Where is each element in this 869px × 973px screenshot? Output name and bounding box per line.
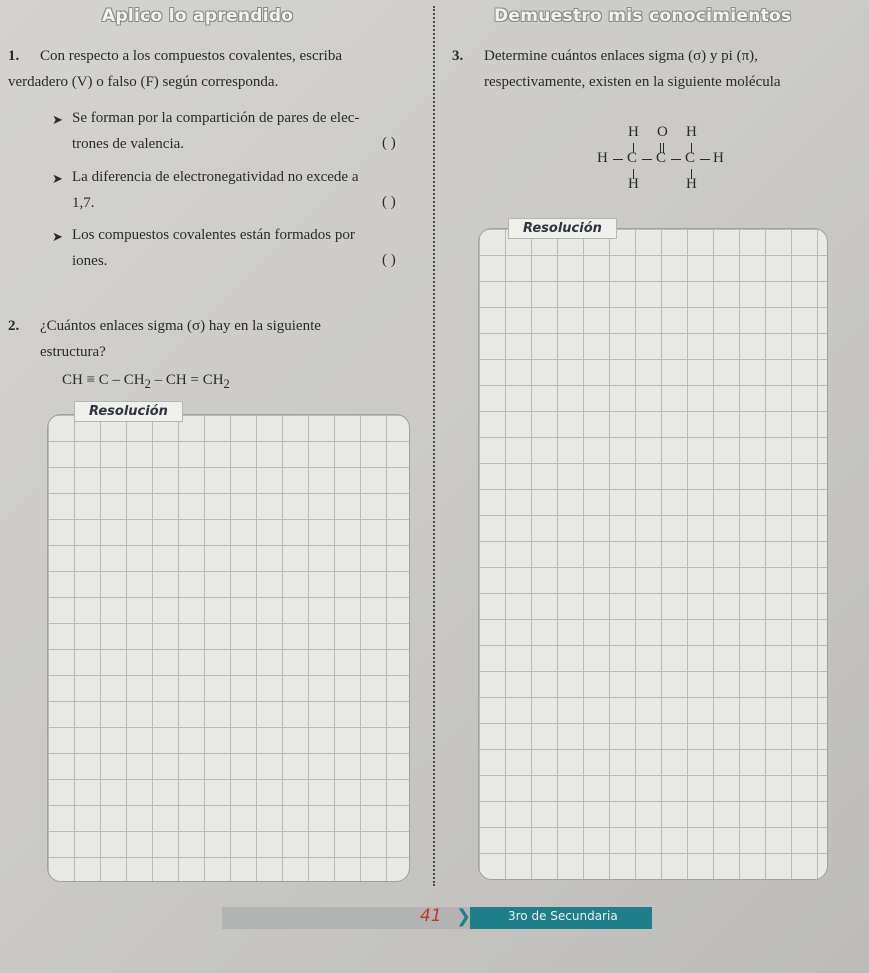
atom-o-top: O <box>657 124 668 140</box>
right-section-title: Demuestro mis conocimientos <box>494 6 792 26</box>
atom-h-top-right: H <box>686 124 697 140</box>
resolution-grid-right[interactable] <box>478 228 828 880</box>
bullet-arrow-icon: ➤ <box>52 171 63 186</box>
grade-label: 3ro de Secundaria <box>508 909 618 923</box>
atom-c-3: C <box>685 150 696 166</box>
bond-line <box>700 159 710 160</box>
q1-item3-answer[interactable]: ( ) <box>382 252 396 268</box>
resolution-label-left: Resolución <box>74 401 183 422</box>
bond-line <box>613 159 623 160</box>
question-3-line1: Determine cuántos enlaces sigma (σ) y pi (π), <box>484 48 758 64</box>
column-divider <box>433 6 435 886</box>
bond-line <box>671 159 681 160</box>
q2-structural-formula: CH ≡ C – $CH_2$ – CH = $CH_2$ <box>62 372 230 391</box>
q1-item2-answer[interactable]: ( ) <box>382 194 396 210</box>
resolution-grid-left[interactable] <box>47 414 410 882</box>
q1-item3-line2: iones. <box>72 253 108 269</box>
q1-item2-line1: La diferencia de electronegatividad no excede a <box>72 169 359 185</box>
resolution-label-right: Resolución <box>508 218 617 239</box>
left-section-title: Aplico lo aprendido <box>102 6 294 26</box>
question-2-line2: estructura? <box>40 344 106 360</box>
chevron-right-icon: ❯ <box>456 906 472 926</box>
atom-c-1: C <box>627 150 638 166</box>
atom-h-bottom-left: H <box>628 176 639 192</box>
q1-item3-line1: Los compuestos covalentes están formados por <box>72 227 355 243</box>
q1-item2-line2: 1,7. <box>72 195 95 211</box>
bond-line <box>642 159 652 160</box>
bullet-arrow-icon: ➤ <box>52 229 63 244</box>
q1-item1-line1: Se forman por la compartición de pares de elec- <box>72 110 360 126</box>
q1-item1-line2: trones de valencia. <box>72 136 185 152</box>
question-3-line2: respectivamente, existen en la siguiente molécula <box>484 74 781 90</box>
question-2-number: 2. <box>8 318 20 334</box>
atom-h-left: H <box>597 150 608 166</box>
question-3-number: 3. <box>452 48 464 64</box>
page-number: 41 <box>420 906 442 926</box>
atom-h-right: H <box>713 150 724 166</box>
atom-h-top-left: H <box>628 124 639 140</box>
atom-c-2: C <box>656 150 667 166</box>
question-1-line2: verdadero (V) o falso (F) según corresponda. <box>8 74 279 90</box>
atom-h-bottom-right: H <box>686 176 697 192</box>
q1-item1-answer[interactable]: ( ) <box>382 135 396 151</box>
bullet-arrow-icon: ➤ <box>52 112 63 127</box>
question-1-number: 1. <box>8 48 20 64</box>
question-1-line1: Con respecto a los compuestos covalentes, escriba <box>40 48 342 64</box>
question-2-line1: ¿Cuántos enlaces sigma (σ) hay en la siguiente <box>40 318 321 334</box>
